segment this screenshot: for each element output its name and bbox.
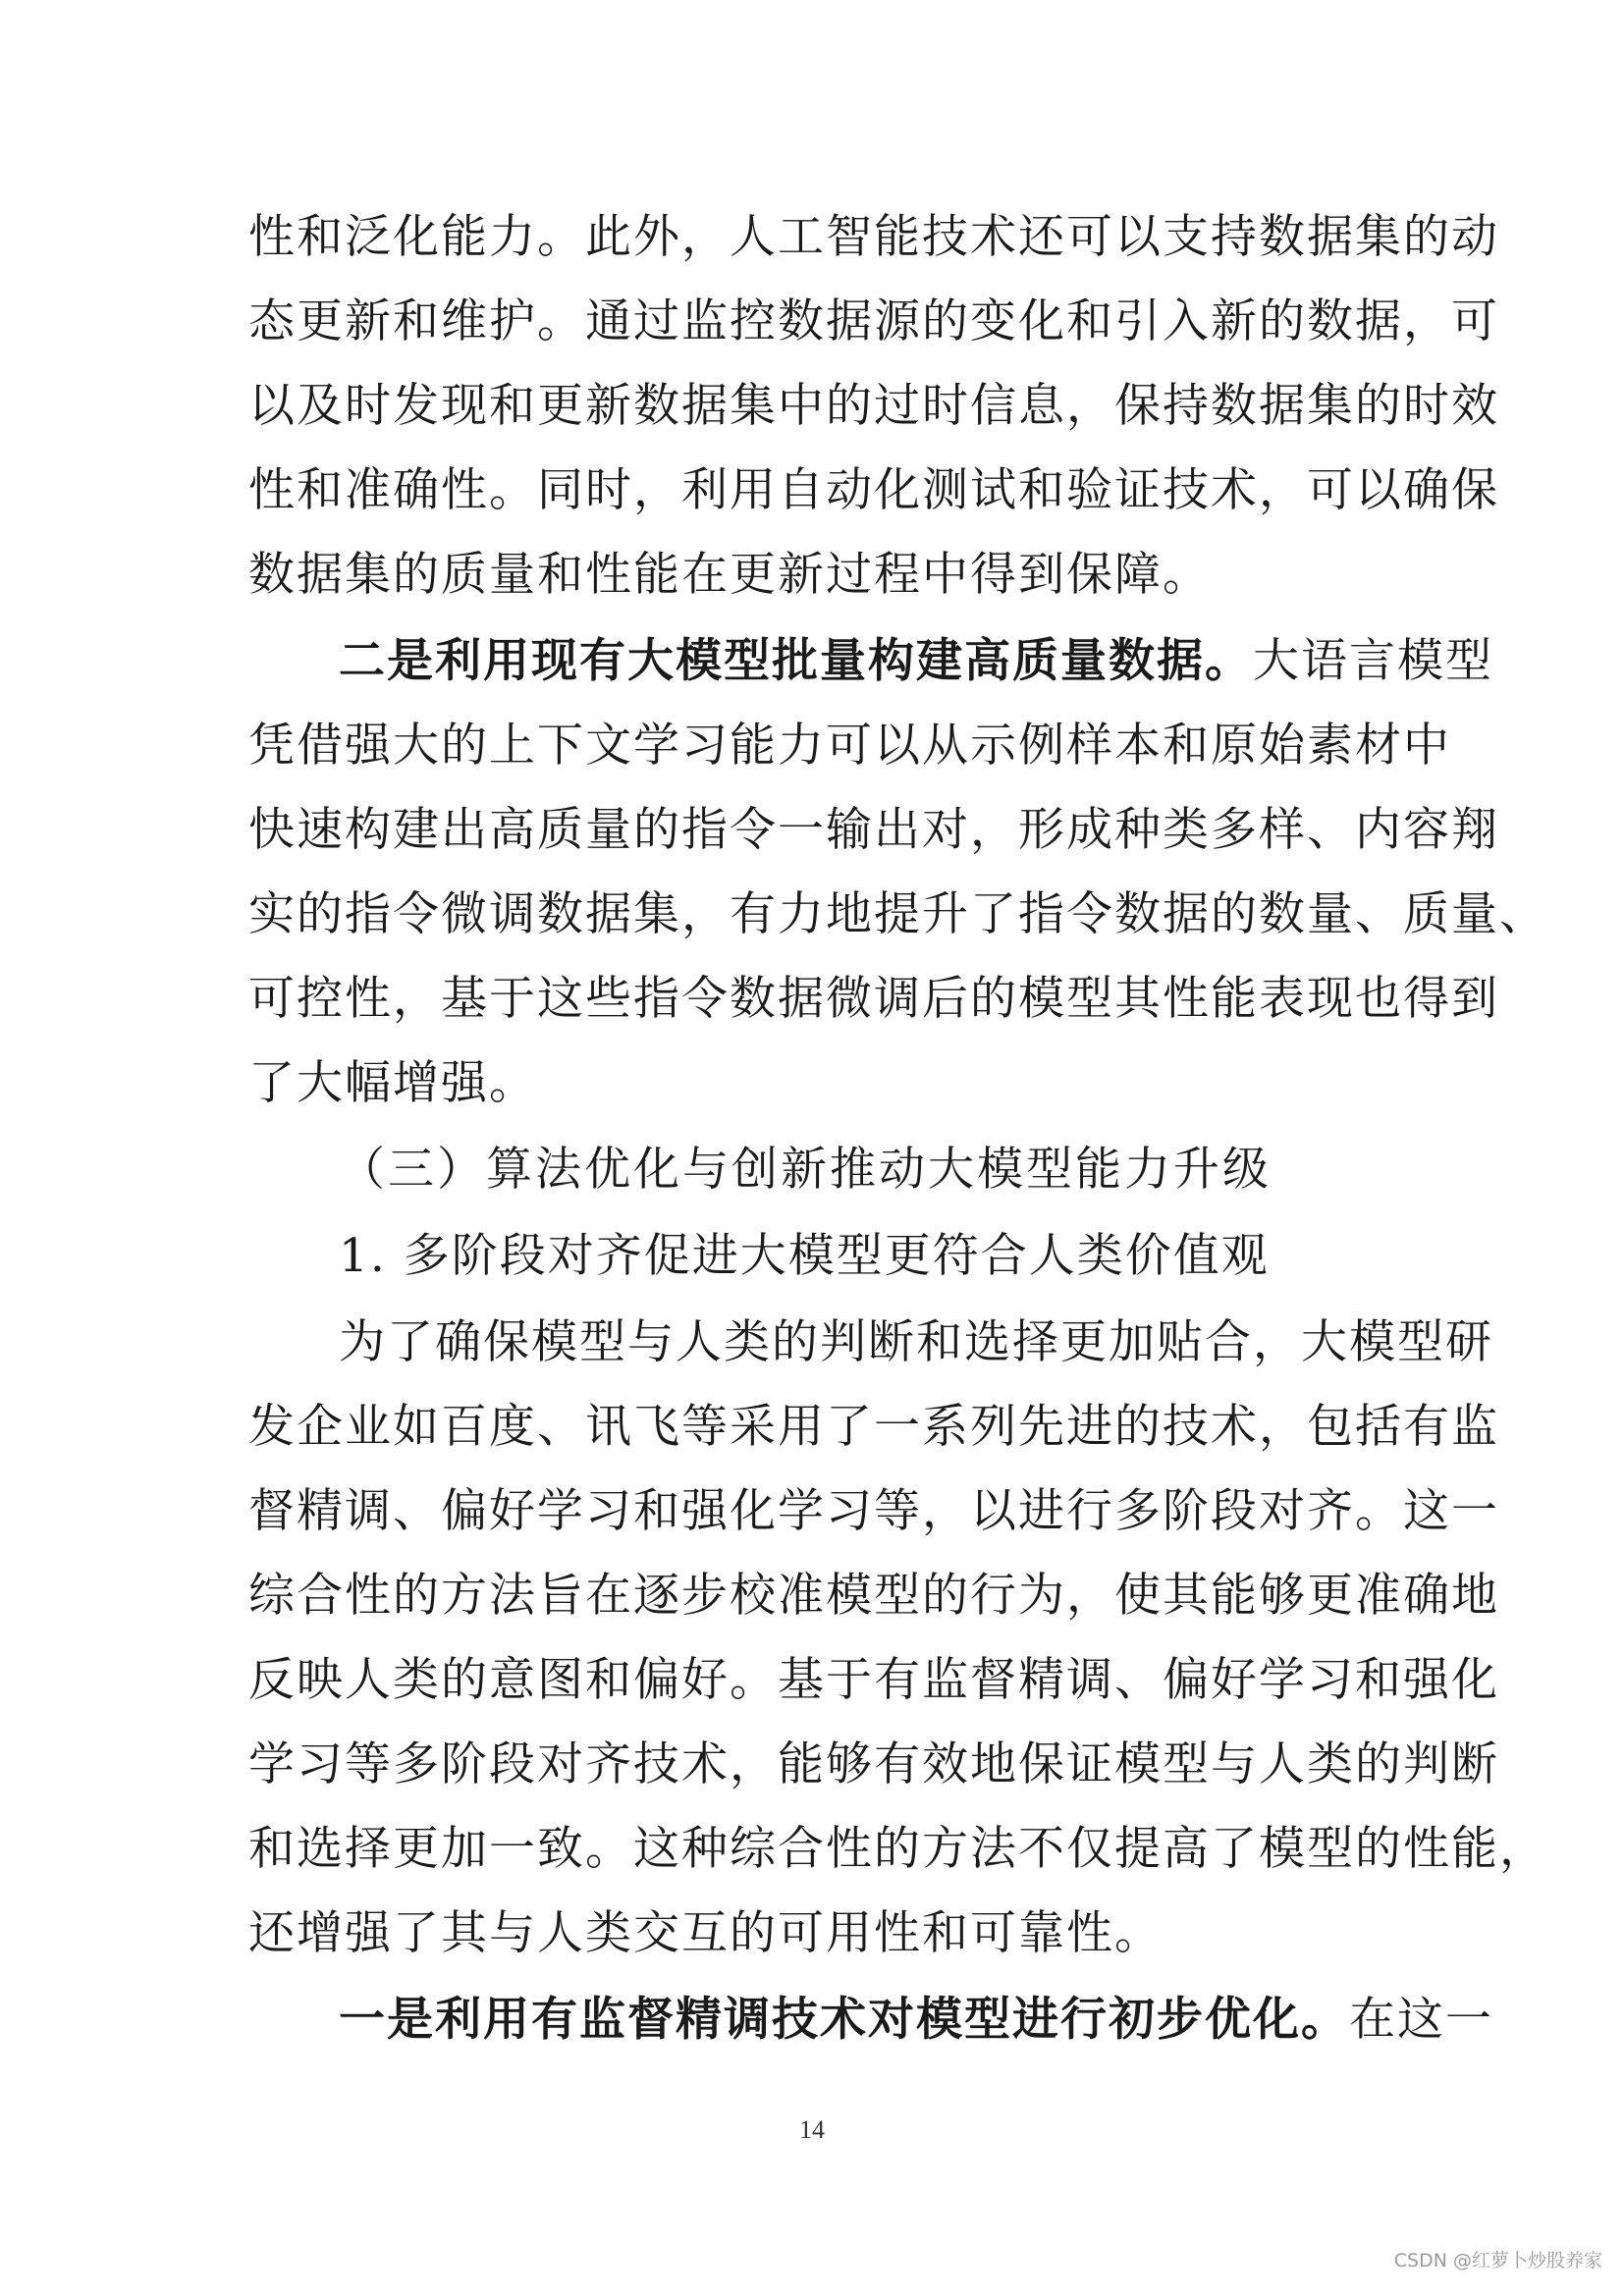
text-line: 性和准确性。同时，利用自动化测试和验证技术，可以确保	[248, 463, 1499, 517]
text-line: 了大幅增强。	[248, 1056, 537, 1110]
text-line: 综合性的方法旨在逐步校准模型的行为，使其能够更准确地	[248, 1569, 1499, 1623]
text-line: 学习等多阶段对齐技术，能够有效地保证模型与人类的判断	[248, 1737, 1499, 1791]
text-line: 为了确保模型与人类的判断和选择更加贴合，大模型研	[339, 1315, 1493, 1369]
lead-remainder: 大语言模型	[1253, 634, 1493, 688]
text-line: 以及时发现和更新数据集中的过时信息，保持数据集的时效	[248, 379, 1499, 433]
subsection-heading: 1. 多阶段对齐促进大模型更符合人类价值观	[339, 1229, 1270, 1283]
bold-lead-phrase: 二是利用现有大模型批量构建高质量数据。	[339, 634, 1253, 688]
text-line: 态更新和维护。通过监控数据源的变化和引入新的数据，可	[248, 294, 1499, 348]
paragraph-lead-line	[339, 1977, 1493, 2063]
page-number: 14	[799, 2115, 825, 2144]
text-line: 实的指令微调数据集，有力地提升了指令数据的数量、质量、	[248, 887, 1547, 941]
text-line: 性和泛化能力。此外，人工智能技术还可以支持数据集的动	[248, 210, 1499, 264]
text-line: 和选择更加一致。这种综合性的方法不仅提高了模型的性能，	[248, 1822, 1547, 1876]
bold-lead-phrase: 一是利用有监督精调技术对模型进行初步优化。	[339, 1993, 1349, 2047]
text-line: 反映人类的意图和偏好。基于有监督精调、偏好学习和强化	[248, 1653, 1499, 1707]
text-line: 可控性，基于这些指令数据微调后的模型其性能表现也得到	[248, 972, 1499, 1026]
text-line: 快速构建出高质量的指令一输出对，形成种类多样、内容翔	[248, 803, 1499, 857]
lead-remainder: 在这一	[1349, 1993, 1493, 2047]
text-line: 数据集的质量和性能在更新过程中得到保障。	[248, 548, 1211, 602]
text-line: 督精调、偏好学习和强化学习等，以进行多阶段对齐。这一	[248, 1484, 1499, 1538]
section-heading: （三）算法优化与创新推动大模型能力升级	[339, 1143, 1272, 1197]
text-line: 发企业如百度、讯飞等采用了一系列先进的技术，包括有监	[248, 1400, 1499, 1454]
text-line: 凭借强大的上下文学习能力可以从示例样本和原始素材中	[248, 719, 1451, 773]
paragraph-lead-line	[339, 618, 1493, 705]
watermark: CSDN @红萝卜炒股养家	[1393, 2250, 1602, 2271]
text-line: 还增强了其与人类交互的可用性和可靠性。	[248, 1906, 1163, 1960]
